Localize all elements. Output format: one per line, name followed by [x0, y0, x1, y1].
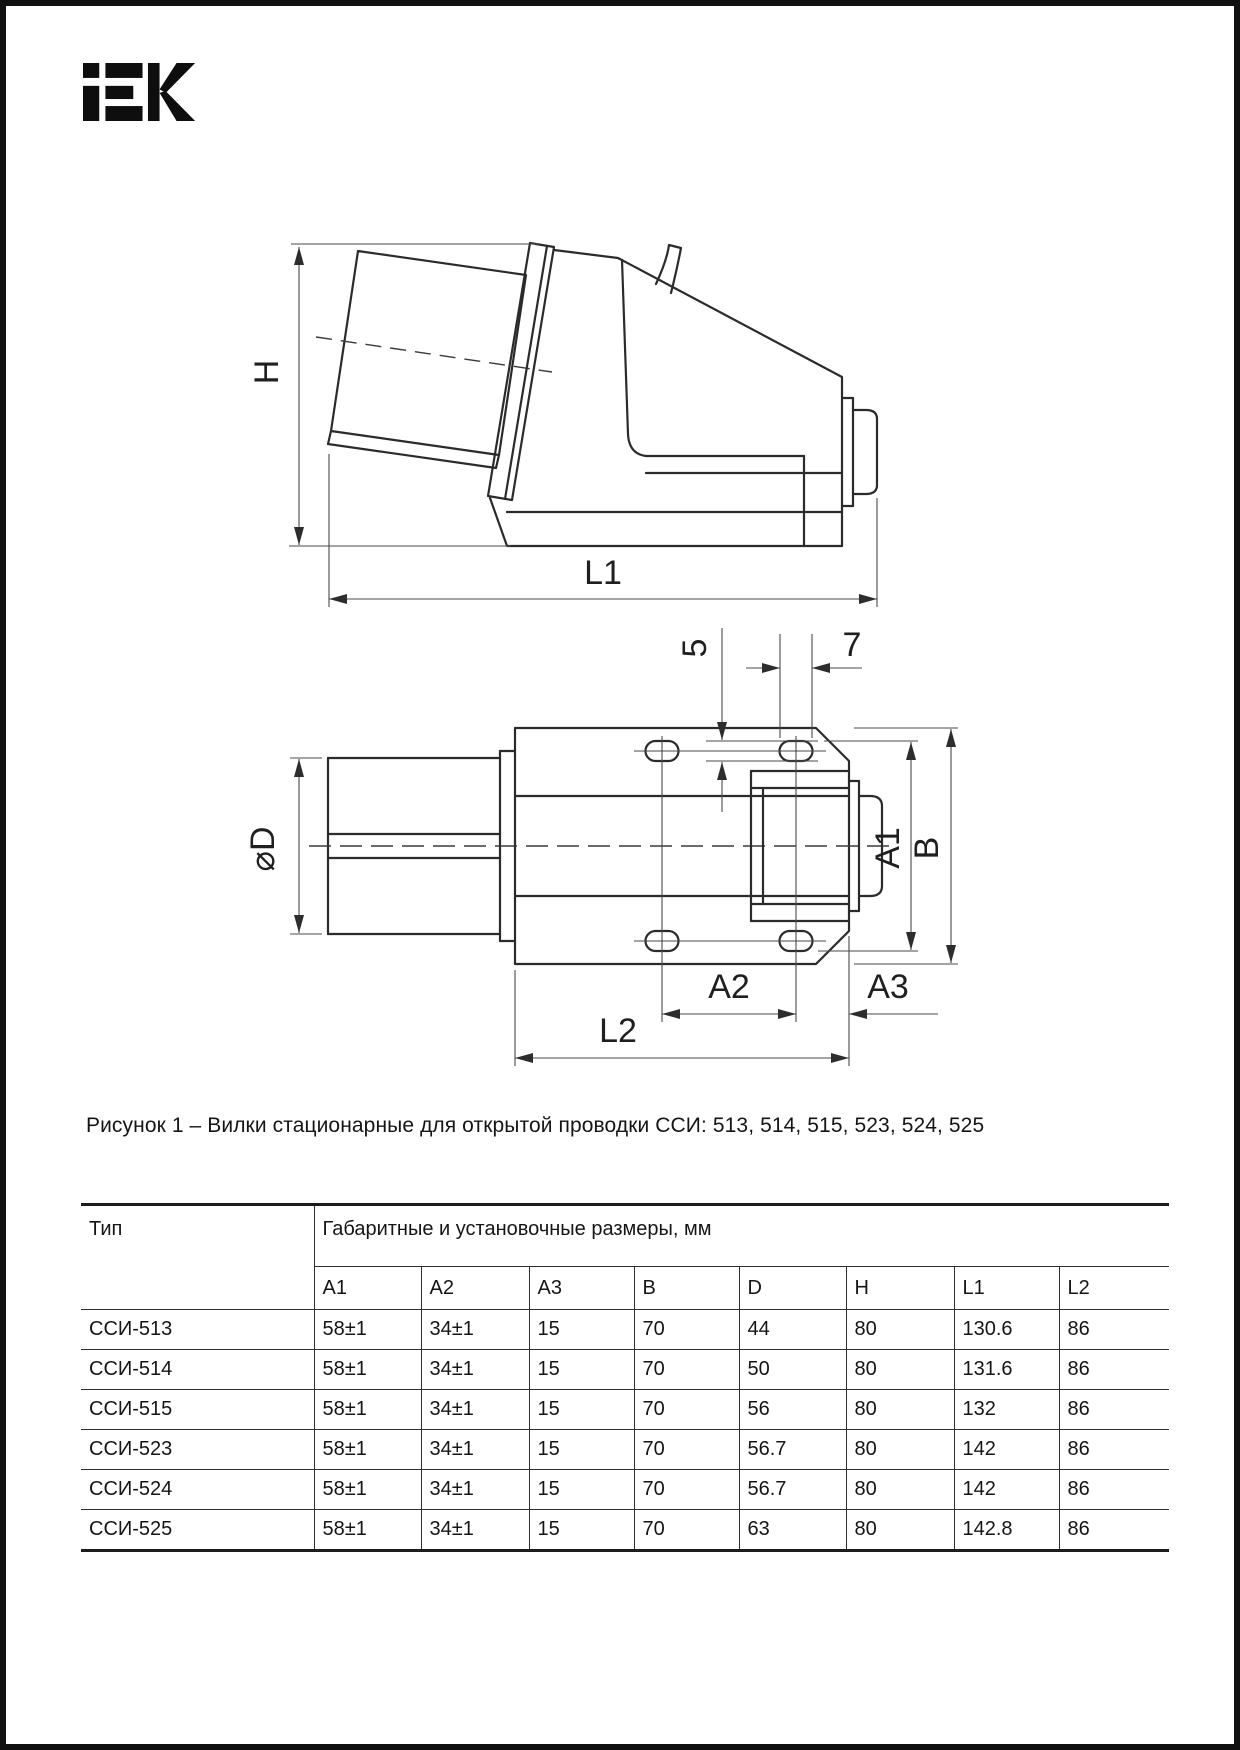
table-cell: 34±1: [421, 1510, 529, 1551]
table-col-b: B: [634, 1267, 739, 1310]
table-cell: 56.7: [739, 1470, 846, 1510]
dim-label-diameter-d: ⌀D: [244, 826, 282, 872]
table-col-h: H: [846, 1267, 954, 1310]
dim-label-b: B: [908, 836, 946, 860]
table-col-a1: A1: [314, 1267, 421, 1310]
table-cell: 58±1: [314, 1390, 421, 1430]
table-cell: 80: [846, 1350, 954, 1390]
table-cell: 80: [846, 1470, 954, 1510]
cell-type: ССИ-513: [81, 1310, 314, 1350]
table-cell: 50: [739, 1350, 846, 1390]
table-cell: 142: [954, 1470, 1059, 1510]
table-cell: 86: [1059, 1390, 1169, 1430]
table-cell: 70: [634, 1470, 739, 1510]
table-header-dimensions-group: Габаритные и установочные размеры, мм: [314, 1205, 1169, 1267]
dimensions-table: [81, 1203, 1169, 1552]
table-row: [81, 1310, 1169, 1350]
table-cell: 86: [1059, 1310, 1169, 1350]
dim-label-h: H: [248, 359, 286, 385]
table-col-l1: L1: [954, 1267, 1059, 1310]
plan-view-drawing: [244, 626, 958, 1066]
table-cell: 34±1: [421, 1390, 529, 1430]
table-cell: 80: [846, 1310, 954, 1350]
table-cell: 70: [634, 1310, 739, 1350]
table-cell: 44: [739, 1310, 846, 1350]
table-cell: 70: [634, 1510, 739, 1551]
table-header-type: Тип: [81, 1205, 314, 1310]
table-cell: 58±1: [314, 1430, 421, 1470]
table-cell: 86: [1059, 1430, 1169, 1470]
dim-label-l1: L1: [584, 554, 622, 592]
table-cell: 70: [634, 1350, 739, 1390]
dim-label-l2: L2: [599, 1012, 637, 1050]
table-cell: 130.6: [954, 1310, 1059, 1350]
table-cell: 80: [846, 1390, 954, 1430]
table-row: [81, 1470, 1169, 1510]
table-cell: 34±1: [421, 1470, 529, 1510]
table-cell: 58±1: [314, 1350, 421, 1390]
table-cell: 15: [529, 1350, 634, 1390]
table-row: [81, 1390, 1169, 1430]
table-cell: 63: [739, 1510, 846, 1551]
table-row: [81, 1350, 1169, 1390]
table-cell: 70: [634, 1390, 739, 1430]
table-col-d: D: [739, 1267, 846, 1310]
dim-label-a1: A1: [869, 827, 907, 869]
table-cell: 15: [529, 1310, 634, 1350]
table-row: [81, 1430, 1169, 1470]
table-cell: 86: [1059, 1350, 1169, 1390]
table-cell: 58±1: [314, 1310, 421, 1350]
dim-label-a3: A3: [867, 968, 909, 1006]
table-cell: 34±1: [421, 1430, 529, 1470]
table-cell: 131.6: [954, 1350, 1059, 1390]
table-cell: 34±1: [421, 1310, 529, 1350]
table-cell: 142.8: [954, 1510, 1059, 1551]
table-row: [81, 1510, 1169, 1551]
table-col-a3: A3: [529, 1267, 634, 1310]
table-cell: 58±1: [314, 1470, 421, 1510]
table-cell: 58±1: [314, 1510, 421, 1551]
table-cell: 86: [1059, 1510, 1169, 1551]
table-col-l2: L2: [1059, 1267, 1169, 1310]
cell-type: ССИ-515: [81, 1390, 314, 1430]
cell-type: ССИ-524: [81, 1470, 314, 1510]
cell-type: ССИ-525: [81, 1510, 314, 1551]
table-cell: 132: [954, 1390, 1059, 1430]
technical-drawing: [6, 6, 1240, 1106]
dim-label-7: 7: [842, 626, 862, 664]
table-cell: 56: [739, 1390, 846, 1430]
table-cell: 34±1: [421, 1350, 529, 1390]
table-cell: 80: [846, 1510, 954, 1551]
table-cell: 15: [529, 1390, 634, 1430]
dim-label-a2: A2: [708, 968, 750, 1006]
table-cell: 86: [1059, 1470, 1169, 1510]
cell-type: ССИ-523: [81, 1430, 314, 1470]
cell-type: ССИ-514: [81, 1350, 314, 1390]
table-col-a2: A2: [421, 1267, 529, 1310]
table-cell: 56.7: [739, 1430, 846, 1470]
table-cell: 15: [529, 1510, 634, 1551]
table-cell: 70: [634, 1430, 739, 1470]
dim-label-5: 5: [676, 638, 714, 658]
figure-caption: Рисунок 1 – Вилки стационарные для открытой проводки ССИ: 513, 514, 515, 523, 524, 525: [86, 1114, 985, 1137]
table-cell: 15: [529, 1430, 634, 1470]
table-cell: 142: [954, 1430, 1059, 1470]
table-header-row-group: [81, 1205, 1169, 1267]
side-view-drawing: [248, 243, 877, 607]
table-cell: 80: [846, 1430, 954, 1470]
table-cell: 15: [529, 1470, 634, 1510]
